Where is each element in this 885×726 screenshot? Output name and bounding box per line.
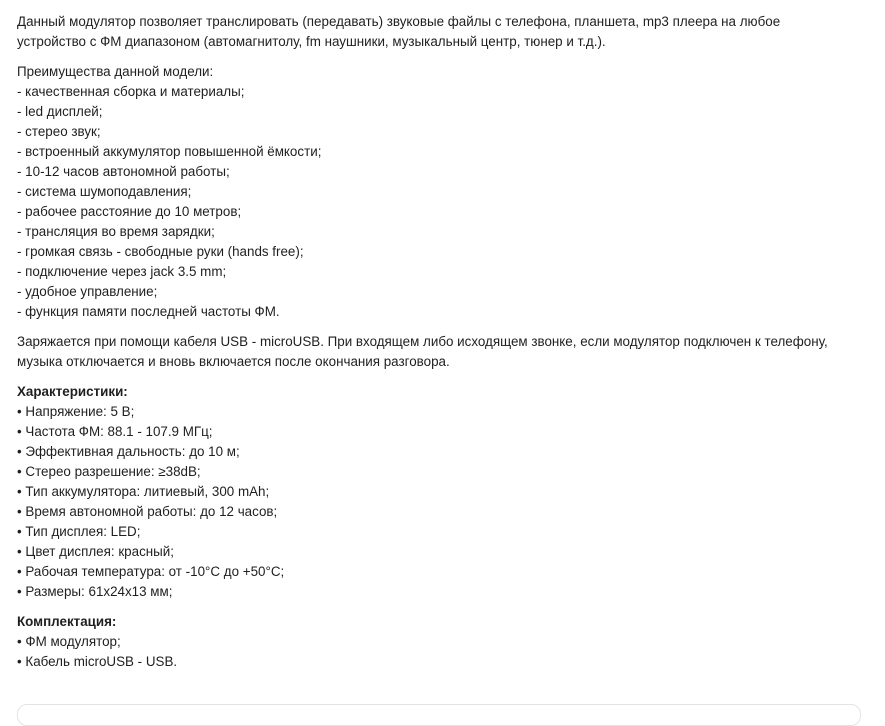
package-title: Комплектация: (17, 614, 117, 629)
advantage-item: - подключение через jack 3.5 mm; (17, 264, 227, 279)
spec-item: • Рабочая температура: от -10°C до +50°C; (17, 564, 285, 579)
specs-title: Характеристики: (17, 384, 128, 399)
spec-item: • Напряжение: 5 В; (17, 404, 135, 419)
spec-item: • Время автономной работы: до 12 часов; (17, 504, 278, 519)
advantage-item: - 10-12 часов автономной работы; (17, 164, 230, 179)
advantage-item: - функция памяти последней частоты ФМ. (17, 304, 280, 319)
text-line: музыка отключается и вновь включается после окончания разговора. (17, 354, 450, 369)
spec-item: • Стерео разрешение: ≥38dB; (17, 464, 201, 479)
advantage-item: - качественная сборка и материалы; (17, 84, 245, 99)
package-item: • ФМ модулятор; (17, 634, 121, 649)
intro-paragraph (17, 12, 867, 52)
spec-item: • Эффективная дальность: до 10 м; (17, 444, 240, 459)
advantages-section (17, 62, 867, 322)
charging-paragraph (17, 332, 867, 372)
spec-item: • Тип дисплея: LED; (17, 524, 141, 539)
advantage-item: - рабочее расстояние до 10 метров; (17, 204, 242, 219)
package-section (17, 612, 867, 672)
spec-item: • Размеры: 61x24x13 мм; (17, 584, 173, 599)
text-line: устройство с ФМ диапазоном (автомагнитолу, fm наушники, музыкальный центр, тюнер и т.д.). (17, 34, 606, 49)
advantage-item: - стерео звук; (17, 124, 101, 139)
text-line: Данный модулятор позволяет транслировать (передавать) звуковые файлы с телефона, планшета, mp3 плеера на любое (17, 14, 781, 29)
advantage-item: - led дисплей; (17, 104, 103, 119)
specs-section (17, 382, 867, 602)
advantages-title: Преимущества данной модели: (17, 64, 214, 79)
spec-item: • Частота ФМ: 88.1 - 107.9 МГц; (17, 424, 213, 439)
text-line: Заряжается при помощи кабеля USB - microUSB. При входящем либо исходящем звонке, если модулятор подключен к телефону, (17, 334, 828, 349)
advantage-item: - трансляция во время зарядки; (17, 224, 215, 239)
advantage-item: - удобное управление; (17, 284, 158, 299)
advantage-item: - система шумоподавления; (17, 184, 192, 199)
spec-item: • Цвет дисплея: красный; (17, 544, 174, 559)
advantage-item: - громкая связь - свободные руки (hands free); (17, 244, 304, 259)
product-description (17, 12, 867, 682)
package-item: • Кабель microUSB - USB. (17, 654, 178, 669)
next-card-edge (17, 704, 861, 726)
advantage-item: - встроенный аккумулятор повышенной ёмкости; (17, 144, 322, 159)
spec-item: • Тип аккумулятора: литиевый, 300 mAh; (17, 484, 270, 499)
